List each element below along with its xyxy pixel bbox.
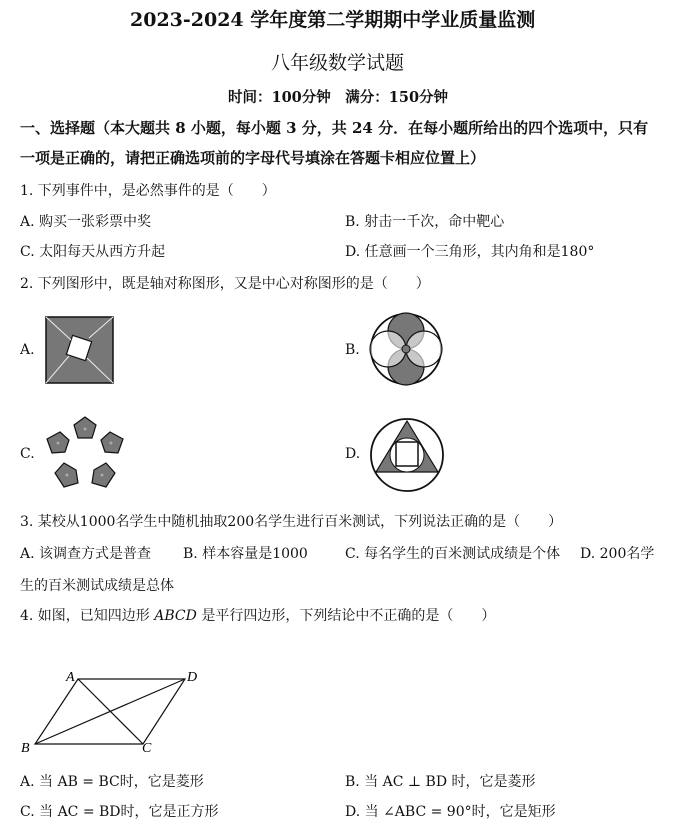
- q2-option-a: A.: [20, 342, 35, 358]
- q3-option-a: A. 该调查方式是普查: [20, 546, 152, 562]
- q2-stem: 2. 下列图形中，既是轴对称图形，又是中心对称图形的是（ ）: [20, 276, 430, 292]
- q4-stem-suffix: 是平行四边形，下列结论中不正确的是（ ）: [196, 608, 496, 624]
- q2-figure-b-four-circles: [369, 307, 443, 391]
- q1-option-b: B. 射击一千次，命中靶心: [345, 214, 505, 230]
- q2-figure-d-circle-triangle-square: [369, 410, 445, 496]
- q4-stem: [20, 605, 495, 625]
- q2-option-b: B.: [345, 342, 360, 358]
- q2-figure-c-five-pentagons: [44, 415, 126, 491]
- q2-option-c: C.: [20, 446, 35, 462]
- section-heading-line1: 一、选择题（本大题共 8 小题，每小题 3 分，共 24 分．在每小题所给出的四个选项中，只有: [20, 119, 649, 137]
- q4-option-c: C. 当 AC = BD时，它是正方形: [20, 804, 219, 820]
- q2-figure-a-pinwheel-square: [45, 316, 115, 384]
- q2-option-d: D.: [345, 446, 361, 462]
- q3-stem: 3. 某校从1000名学生中随机抽取200名学生进行百米测试，下列说法正确的是（ ）: [20, 514, 563, 530]
- q1-stem: 1. 下列事件中，是必然事件的是（ ）: [20, 183, 276, 199]
- q4-point-a: A: [66, 670, 75, 685]
- q1-option-a: A. 购买一张彩票中奖: [20, 214, 152, 230]
- exam-title: 2023-2024 学年度第二学期期中学业质量监测: [130, 9, 536, 31]
- q3-option-d: D. 200名学: [580, 546, 655, 562]
- q3-option-d-continued: 生的百米测试成绩是总体: [20, 578, 174, 594]
- q1-option-c: C. 太阳每天从西方升起: [20, 244, 166, 260]
- q1-option-d: D. 任意画一个三角形，其内角和是180°: [345, 244, 595, 260]
- q4-option-b: B. 当 AC ⊥ BD 时，它是菱形: [345, 774, 536, 790]
- q4-stem-prefix: 4. 如图，已知四边形: [20, 608, 155, 624]
- q4-point-d: D: [187, 670, 198, 685]
- q3-option-c: C. 每名学生的百米测试成绩是个体: [345, 546, 561, 562]
- exam-subtitle: 八年级数学试题: [271, 52, 405, 74]
- q4-point-c: C: [142, 741, 152, 756]
- q4-point-b: B: [21, 741, 30, 756]
- q4-stem-variable: ABCD: [154, 608, 197, 624]
- q4-option-a: A. 当 AB = BC时，它是菱形: [20, 774, 204, 790]
- q3-option-b: B. 样本容量是1000: [183, 546, 308, 562]
- section-heading-line2: 一项是正确的，请把正确选项前的字母代号填涂在答题卡相应位置上）: [20, 149, 486, 167]
- exam-info: 时间：100分钟 满分：150分钟: [228, 89, 449, 106]
- q4-option-d: D. 当 ∠ABC = 90°时，它是矩形: [345, 804, 556, 820]
- q4-parallelogram-figure: [18, 668, 208, 758]
